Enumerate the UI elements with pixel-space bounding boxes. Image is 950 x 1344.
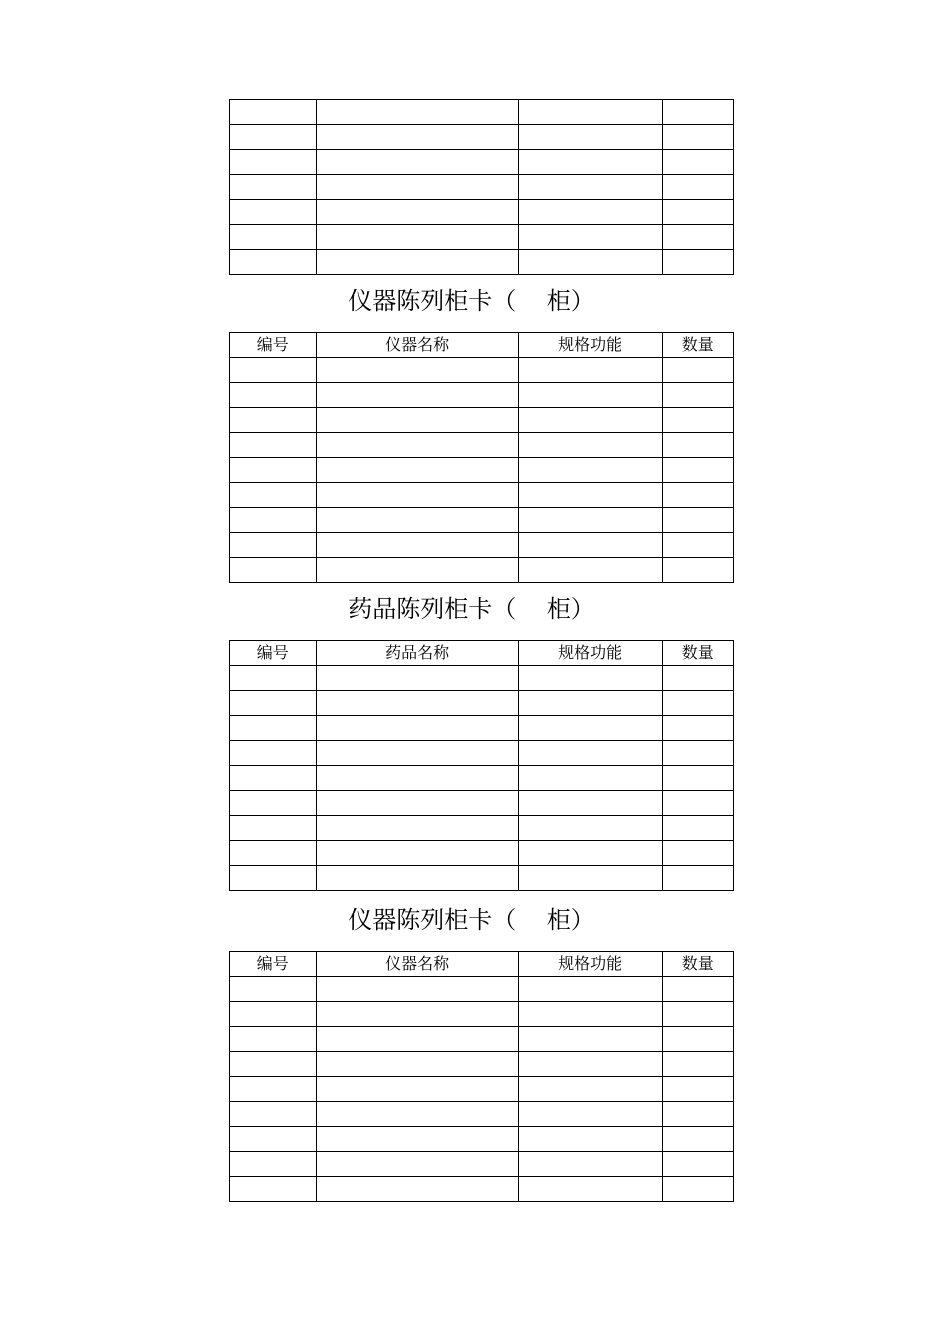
table-cell[interactable] — [518, 666, 662, 691]
table-cell[interactable] — [230, 1077, 317, 1102]
table-cell[interactable] — [230, 816, 317, 841]
table-cell[interactable] — [662, 1027, 733, 1052]
table-row — [230, 1052, 734, 1077]
table-row — [230, 741, 734, 766]
table-cell[interactable] — [518, 383, 662, 408]
table-row — [230, 1027, 734, 1052]
header-name: 仪器名称 — [316, 952, 518, 977]
table-cell[interactable] — [662, 408, 733, 433]
header-spec: 规格功能 — [518, 641, 662, 666]
table-cell[interactable] — [316, 458, 518, 483]
table-row — [230, 1177, 734, 1202]
table-cell[interactable] — [662, 250, 733, 275]
table-cell[interactable] — [662, 100, 733, 125]
card-title-instruments-2: 仪器陈列柜卡（ 柜） — [348, 906, 595, 934]
table-cell[interactable] — [230, 458, 317, 483]
table-cell[interactable] — [316, 766, 518, 791]
table-cell[interactable] — [230, 977, 317, 1002]
table-row — [230, 483, 734, 508]
table-cell[interactable] — [316, 1127, 518, 1152]
table-cell[interactable] — [662, 558, 733, 583]
table-cell[interactable] — [230, 150, 317, 175]
table-cell[interactable] — [662, 766, 733, 791]
instrument-table-2 — [229, 951, 734, 1202]
table-body — [230, 100, 734, 275]
header-number: 编号 — [230, 952, 317, 977]
table-cell[interactable] — [316, 483, 518, 508]
table-cell[interactable] — [230, 1152, 317, 1177]
table-cell[interactable] — [662, 1052, 733, 1077]
table-cell[interactable] — [662, 716, 733, 741]
table-cell[interactable] — [518, 1177, 662, 1202]
table-cell[interactable] — [662, 533, 733, 558]
table-cell[interactable] — [230, 558, 317, 583]
table-cell[interactable] — [316, 866, 518, 891]
table-cell[interactable] — [316, 1102, 518, 1127]
table-cell[interactable] — [662, 1152, 733, 1177]
table-row — [230, 816, 734, 841]
table-header — [230, 333, 734, 358]
header-spec: 规格功能 — [518, 333, 662, 358]
header-quantity: 数量 — [662, 641, 733, 666]
table-cell[interactable] — [230, 408, 317, 433]
table-cell[interactable] — [518, 1077, 662, 1102]
table-row — [230, 866, 734, 891]
table-cell[interactable] — [662, 358, 733, 383]
table-row — [230, 791, 734, 816]
table-cell[interactable] — [662, 150, 733, 175]
table-cell[interactable] — [316, 841, 518, 866]
table-cell[interactable] — [230, 1102, 317, 1127]
table-row — [230, 1102, 734, 1127]
table-cell[interactable] — [518, 433, 662, 458]
table-row — [230, 175, 734, 200]
table-cell[interactable] — [230, 533, 317, 558]
table-cell[interactable] — [518, 791, 662, 816]
table-cell[interactable] — [662, 225, 733, 250]
table-row — [230, 433, 734, 458]
table-cell[interactable] — [316, 358, 518, 383]
table-cell[interactable] — [662, 741, 733, 766]
table-cell[interactable] — [518, 225, 662, 250]
table-cell[interactable] — [662, 691, 733, 716]
table-cell[interactable] — [230, 666, 317, 691]
table-row — [230, 458, 734, 483]
table-cell[interactable] — [316, 1027, 518, 1052]
table-cell[interactable] — [316, 250, 518, 275]
table-cell[interactable] — [316, 508, 518, 533]
partial-table — [229, 99, 734, 275]
table-cell[interactable] — [518, 1027, 662, 1052]
table-cell[interactable] — [230, 358, 317, 383]
table-cell[interactable] — [518, 458, 662, 483]
instrument-table-1 — [229, 332, 734, 583]
table-cell[interactable] — [230, 1127, 317, 1152]
table-cell[interactable] — [662, 1102, 733, 1127]
table-cell[interactable] — [230, 866, 317, 891]
table-cell[interactable] — [316, 1052, 518, 1077]
table-cell[interactable] — [518, 125, 662, 150]
table-cell[interactable] — [518, 1002, 662, 1027]
table-cell[interactable] — [518, 558, 662, 583]
table-cell[interactable] — [518, 716, 662, 741]
table-header — [230, 952, 734, 977]
card-title-instruments-1: 仪器陈列柜卡（ 柜） — [348, 287, 595, 315]
table-cell[interactable] — [230, 716, 317, 741]
table-row — [230, 691, 734, 716]
table-row — [230, 358, 734, 383]
table-cell[interactable] — [230, 433, 317, 458]
table-cell[interactable] — [518, 1127, 662, 1152]
table-cell[interactable] — [518, 766, 662, 791]
header-quantity: 数量 — [662, 333, 733, 358]
table-cell[interactable] — [316, 691, 518, 716]
table-body — [230, 666, 734, 891]
table-cell[interactable] — [518, 1102, 662, 1127]
card-title-medicines: 药品陈列柜卡（ 柜） — [348, 595, 595, 623]
table-cell[interactable] — [518, 691, 662, 716]
table-cell[interactable] — [662, 1077, 733, 1102]
table-cell[interactable] — [316, 558, 518, 583]
table-row — [230, 558, 734, 583]
table-cell[interactable] — [230, 200, 317, 225]
table-cell[interactable] — [662, 1127, 733, 1152]
table-cell[interactable] — [316, 816, 518, 841]
table-cell[interactable] — [316, 1152, 518, 1177]
header-name: 药品名称 — [316, 641, 518, 666]
table-cell[interactable] — [316, 533, 518, 558]
table-cell[interactable] — [316, 666, 518, 691]
table-cell[interactable] — [230, 225, 317, 250]
table-cell[interactable] — [518, 508, 662, 533]
header-number: 编号 — [230, 333, 317, 358]
table-cell[interactable] — [230, 383, 317, 408]
table-cell[interactable] — [518, 200, 662, 225]
header-number: 编号 — [230, 641, 317, 666]
table-cell[interactable] — [316, 150, 518, 175]
table-cell[interactable] — [230, 508, 317, 533]
table-body — [230, 977, 734, 1202]
table-cell[interactable] — [316, 200, 518, 225]
table-cell[interactable] — [230, 841, 317, 866]
table-cell[interactable] — [230, 741, 317, 766]
table-cell[interactable] — [662, 483, 733, 508]
table-row — [230, 200, 734, 225]
table-cell[interactable] — [518, 741, 662, 766]
table-cell[interactable] — [662, 977, 733, 1002]
table-cell[interactable] — [230, 125, 317, 150]
table-cell[interactable] — [316, 125, 518, 150]
table-cell[interactable] — [518, 866, 662, 891]
table-cell[interactable] — [662, 1002, 733, 1027]
table-cell[interactable] — [662, 1177, 733, 1202]
table-cell[interactable] — [316, 791, 518, 816]
table-cell[interactable] — [518, 100, 662, 125]
table-cell[interactable] — [662, 666, 733, 691]
table-cell[interactable] — [662, 791, 733, 816]
table-cell[interactable] — [230, 691, 317, 716]
table-cell[interactable] — [230, 1052, 317, 1077]
table-cell[interactable] — [230, 791, 317, 816]
table-row — [230, 150, 734, 175]
table-cell[interactable] — [662, 125, 733, 150]
table-cell[interactable] — [316, 716, 518, 741]
table-cell[interactable] — [518, 408, 662, 433]
table-cell[interactable] — [662, 816, 733, 841]
table-row — [230, 408, 734, 433]
table-row — [230, 977, 734, 1002]
table-row — [230, 383, 734, 408]
table-cell[interactable] — [230, 100, 317, 125]
table-row — [230, 716, 734, 741]
table-cell[interactable] — [316, 225, 518, 250]
table-cell[interactable] — [316, 383, 518, 408]
table-cell[interactable] — [230, 175, 317, 200]
table-row — [230, 666, 734, 691]
table-row — [230, 1127, 734, 1152]
table-body — [230, 358, 734, 583]
table-cell[interactable] — [662, 433, 733, 458]
table-cell[interactable] — [230, 1177, 317, 1202]
table-cell[interactable] — [316, 408, 518, 433]
table-row — [230, 250, 734, 275]
table-cell[interactable] — [518, 1052, 662, 1077]
table-row — [230, 766, 734, 791]
table-cell[interactable] — [316, 100, 518, 125]
table-row — [230, 1077, 734, 1102]
table-cell[interactable] — [518, 1152, 662, 1177]
table-row — [230, 508, 734, 533]
header-spec: 规格功能 — [518, 952, 662, 977]
table-cell[interactable] — [662, 458, 733, 483]
table-cell[interactable] — [518, 533, 662, 558]
table-row — [230, 1002, 734, 1027]
header-quantity: 数量 — [662, 952, 733, 977]
table-cell[interactable] — [316, 433, 518, 458]
table-cell[interactable] — [518, 977, 662, 1002]
table-cell[interactable] — [662, 508, 733, 533]
table-cell[interactable] — [662, 866, 733, 891]
table-cell[interactable] — [518, 175, 662, 200]
table-row — [230, 225, 734, 250]
table-cell[interactable] — [662, 383, 733, 408]
table-cell[interactable] — [662, 200, 733, 225]
table-cell[interactable] — [662, 841, 733, 866]
table-row — [230, 841, 734, 866]
table-row — [230, 533, 734, 558]
table-cell[interactable] — [230, 766, 317, 791]
table-cell[interactable] — [230, 1002, 317, 1027]
table-cell[interactable] — [316, 741, 518, 766]
table-cell[interactable] — [316, 175, 518, 200]
table-cell[interactable] — [316, 1177, 518, 1202]
table-cell[interactable] — [518, 150, 662, 175]
table-cell[interactable] — [518, 250, 662, 275]
table-cell[interactable] — [230, 250, 317, 275]
table-cell[interactable] — [230, 1027, 317, 1052]
table-cell[interactable] — [316, 1077, 518, 1102]
table-cell[interactable] — [518, 841, 662, 866]
table-row — [230, 1152, 734, 1177]
medicine-table — [229, 640, 734, 891]
table-cell[interactable] — [316, 977, 518, 1002]
table-cell[interactable] — [662, 175, 733, 200]
header-name: 仪器名称 — [316, 333, 518, 358]
table-cell[interactable] — [518, 816, 662, 841]
table-cell[interactable] — [230, 483, 317, 508]
table-cell[interactable] — [316, 1002, 518, 1027]
table-header — [230, 641, 734, 666]
table-cell[interactable] — [518, 358, 662, 383]
table-cell[interactable] — [518, 483, 662, 508]
table-row — [230, 125, 734, 150]
table-row — [230, 100, 734, 125]
